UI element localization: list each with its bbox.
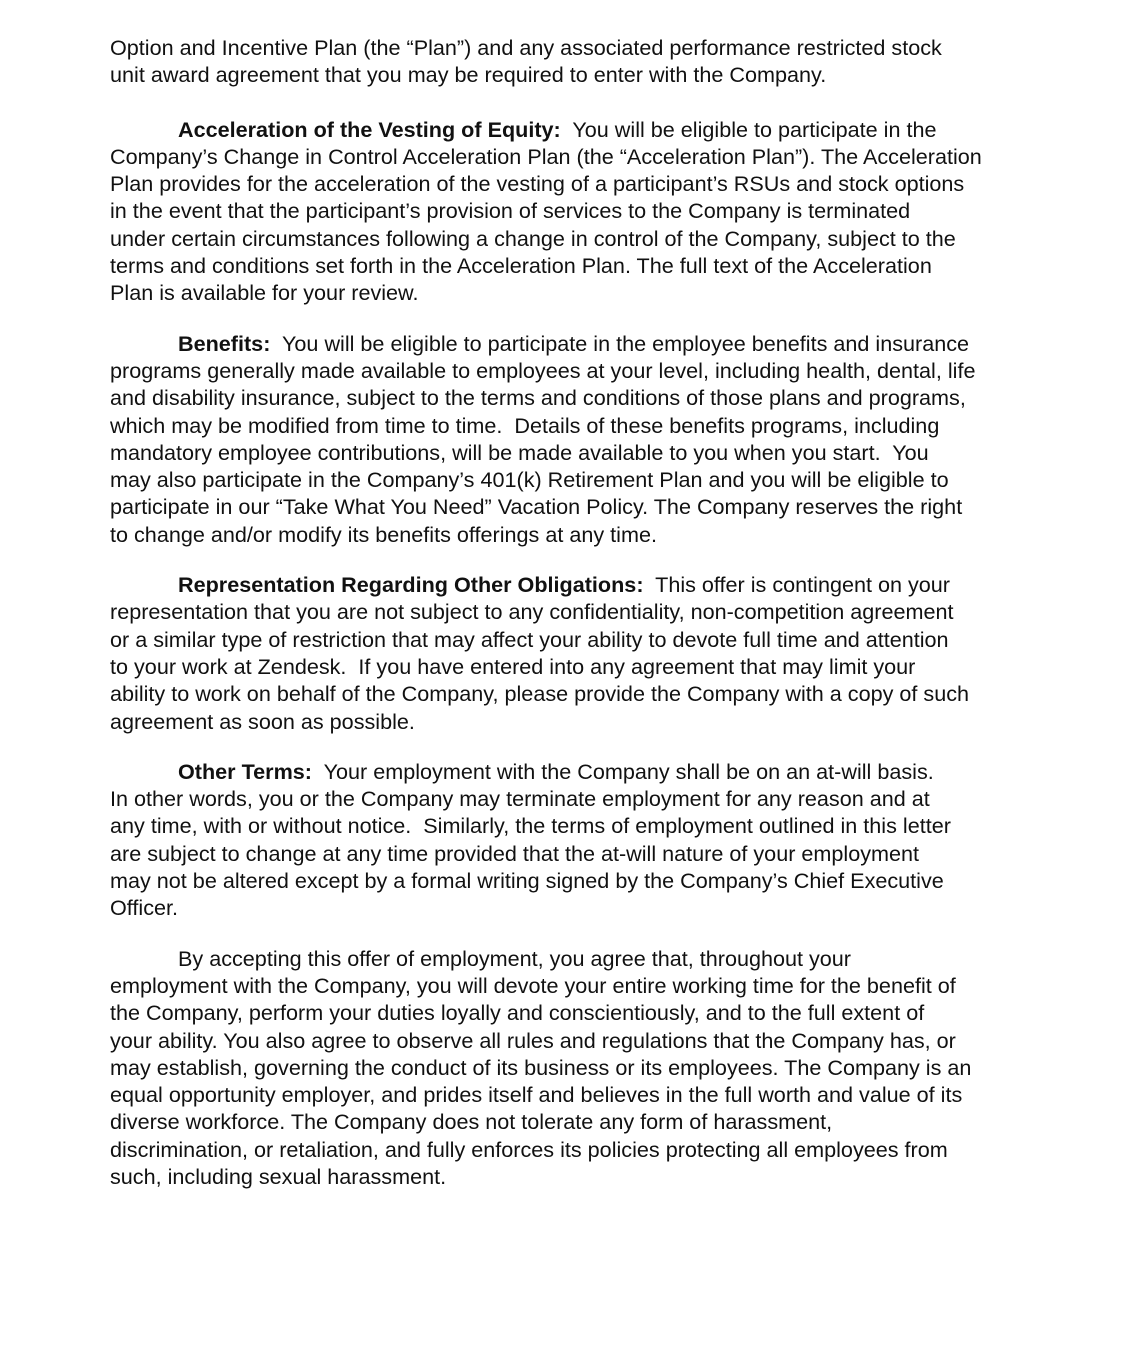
text-line: ability to work on behalf of the Company, please provide the Company with a copy of such: [110, 681, 970, 707]
text-line: and disability insurance, subject to the terms and conditions of those plans and programs,: [110, 385, 966, 411]
paragraph-accepting-offer: [110, 945, 1026, 1191]
section-heading: Other Terms:: [178, 758, 312, 784]
text-line: may also participate in the Company’s 401(k) Retirement Plan and you will be eligible to: [110, 467, 949, 493]
text-line: [110, 571, 1026, 598]
text-line: Company’s Change in Control Acceleration Plan (the “Acceleration Plan”). The Acceleration: [110, 143, 982, 169]
text-line: Plan provides for the acceleration of the vesting of a participant’s RSUs and stock options: [110, 171, 965, 197]
paragraph-representation: [110, 571, 1026, 735]
text-line: [110, 116, 1026, 143]
text-line: to change and/or modify its benefits offerings at any time.: [110, 521, 657, 547]
text-line: programs generally made available to employees at your level, including health, dental, life: [110, 357, 976, 383]
section-heading: Acceleration of the Vesting of Equity:: [178, 116, 561, 142]
text-line: In other words, you or the Company may terminate employment for any reason and at: [110, 786, 930, 812]
paragraph-other-terms: [110, 758, 1026, 922]
text-run: You will be eligible to participate in the employee benefits and insurance: [270, 330, 970, 356]
text-line: may establish, governing the conduct of its business or its employees. The Company is an: [110, 1054, 972, 1080]
text-line: employment with the Company, you will devote your entire working time for the benefit of: [110, 972, 956, 998]
text-line: mandatory employee contributions, will be made available to you when you start. You: [110, 439, 929, 465]
text-run: This offer is contingent on your: [643, 572, 951, 598]
text-line: such, including sexual harassment.: [110, 1163, 447, 1189]
text-line: equal opportunity employer, and prides itself and believes in the full worth and value of its: [110, 1082, 963, 1108]
text-line: Officer.: [110, 895, 179, 921]
text-run: Your employment with the Company shall be on an at-will basis.: [312, 758, 934, 784]
text-line: under certain circumstances following a change in control of the Company, subject to the: [110, 225, 956, 251]
paragraph-acceleration: [110, 116, 1026, 307]
text-line: may not be altered except by a formal writing signed by the Company’s Chief Executive: [110, 868, 944, 894]
document-page: [110, 34, 1026, 1213]
section-heading: Benefits:: [178, 330, 271, 356]
text-line: [110, 330, 1026, 357]
section-heading: Representation Regarding Other Obligations:: [178, 572, 644, 598]
paragraph-benefits: [110, 330, 1026, 548]
text-line: which may be modified from time to time. Details of these benefits programs, including: [110, 412, 940, 438]
paragraph-plan-continuation: [110, 34, 1026, 89]
text-line: to your work at Zendesk. If you have entered into any agreement that may limit your: [110, 653, 916, 679]
text-line: Plan is available for your review.: [110, 280, 419, 306]
text-line: are subject to change at any time provided that the at-will nature of your employment: [110, 840, 920, 866]
text-line: representation that you are not subject to any confidentiality, non-competition agreement: [110, 599, 954, 625]
text-line: discrimination, or retaliation, and fully enforces its policies protecting all employees from: [110, 1136, 948, 1162]
text-line: agreement as soon as possible.: [110, 708, 415, 734]
text-line: the Company, perform your duties loyally and conscientiously, and to the full extent of: [110, 1000, 925, 1026]
text-line: unit award agreement that you may be required to enter with the Company.: [110, 62, 827, 88]
text-line: any time, with or without notice. Similarly, the terms of employment outlined in this letter: [110, 813, 951, 839]
text-line: in the event that the participant’s provision of services to the Company is terminated: [110, 198, 911, 224]
text-line: diverse workforce. The Company does not tolerate any form of harassment,: [110, 1109, 833, 1135]
text-line: your ability. You also agree to observe all rules and regulations that the Company has, or: [110, 1027, 956, 1053]
text-line: terms and conditions set forth in the Acceleration Plan. The full text of the Acceleration: [110, 253, 932, 279]
text-line: [110, 758, 1026, 785]
text-line: participate in our “Take What You Need” Vacation Policy. The Company reserves the right: [110, 494, 963, 520]
text-line: Option and Incentive Plan (the “Plan”) and any associated performance restricted stock: [110, 35, 942, 60]
text-run: You will be eligible to participate in the: [560, 116, 937, 142]
text-line: or a similar type of restriction that may affect your ability to devote full time and attention: [110, 626, 949, 652]
text-line: By accepting this offer of employment, you agree that, throughout your: [178, 945, 852, 971]
